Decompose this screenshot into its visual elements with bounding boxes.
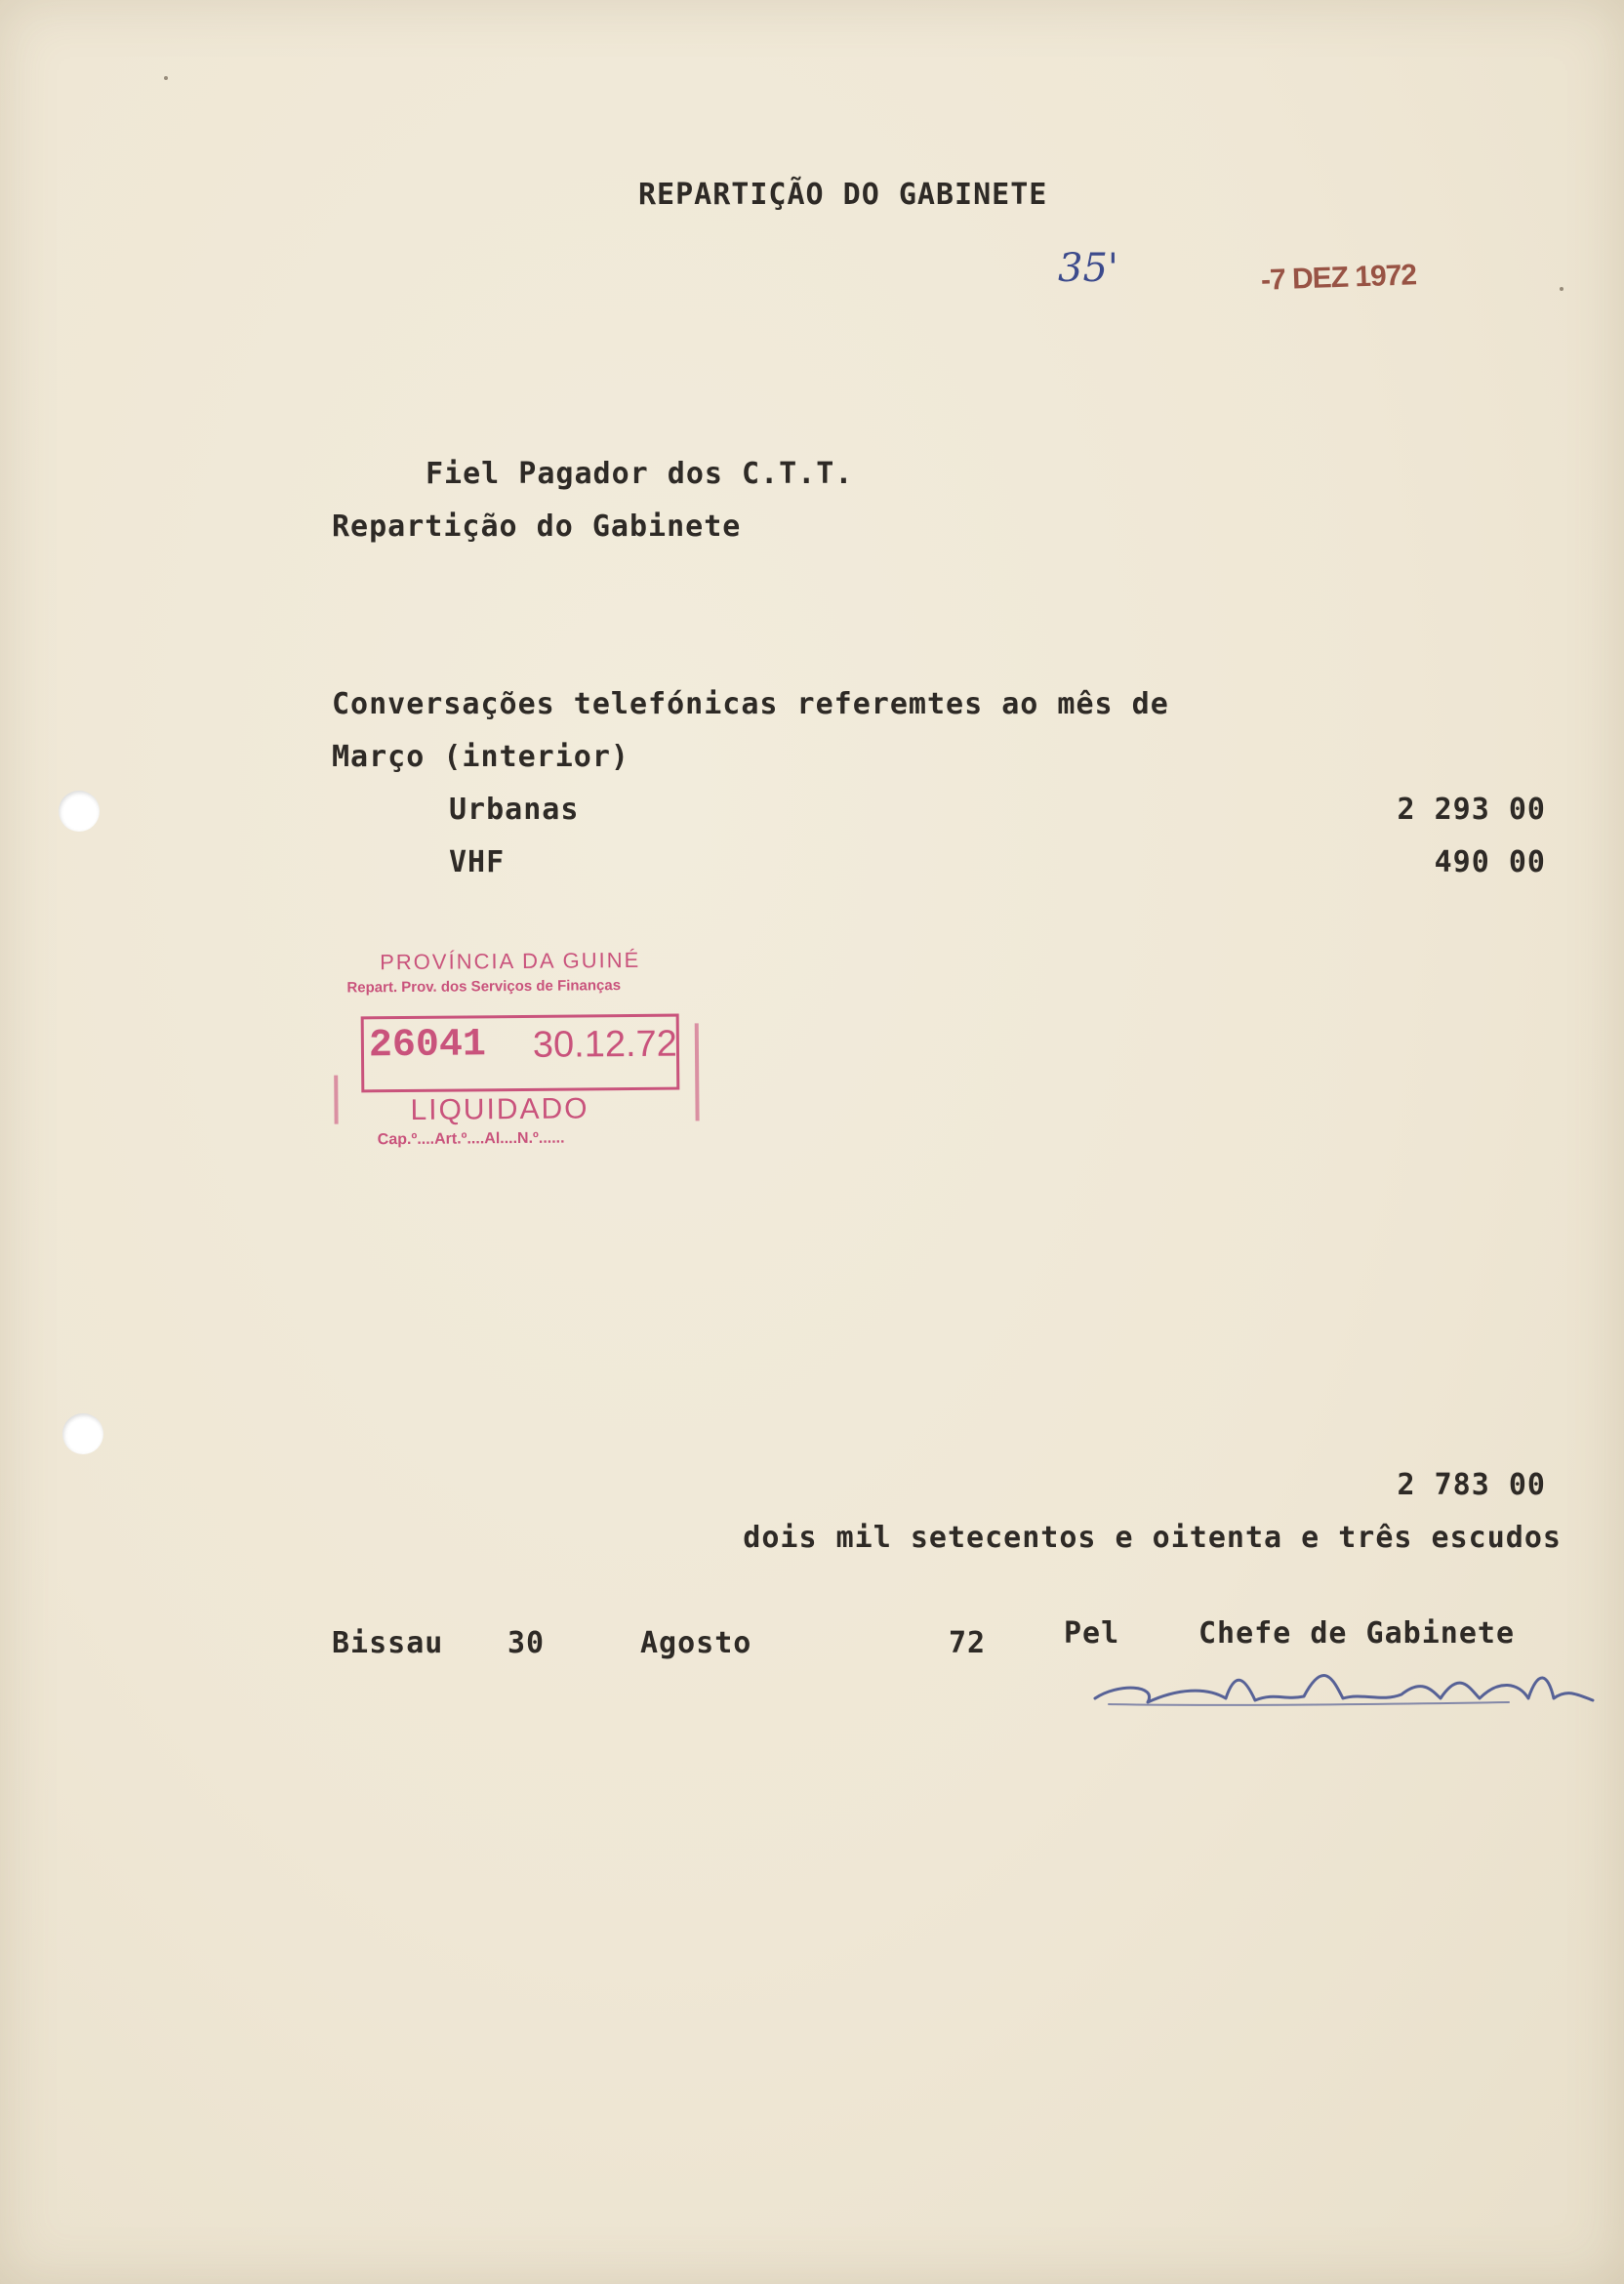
stamp-department: Repart. Prov. dos Serviços de Finanças [346, 977, 622, 997]
total-in-words: dois mil setecentos e oitenta e três escudos [743, 1521, 1562, 1555]
footer-year: 72 [949, 1626, 987, 1660]
stamp-number: 26041 [368, 1023, 487, 1069]
punch-hole-top [59, 791, 100, 832]
paper-speck [164, 76, 168, 80]
stamp-status: LIQUIDADO [410, 1092, 589, 1126]
footer-signatory-title: Chefe de Gabinete [1198, 1616, 1516, 1651]
recipient-line-1: Fiel Pagador dos C.T.T. [426, 457, 854, 491]
description-line-2: Março (interior) [332, 740, 629, 774]
stamp-date: 30.12.72 [532, 1023, 678, 1066]
item-amount-urbanas: 2 293 00 [1397, 793, 1546, 827]
stamp-province: PROVÍNCIA DA GUINÉ [380, 947, 641, 975]
item-label-urbanas: Urbanas [449, 793, 580, 827]
liquidado-stamp [327, 945, 710, 1162]
paper-speck [1560, 287, 1563, 291]
footer-day: 30 [508, 1626, 546, 1660]
recipient-line-2: Repartição do Gabinete [332, 510, 742, 544]
item-amount-vhf: 490 00 [1434, 845, 1546, 879]
stamp-left-edge [334, 1076, 338, 1124]
footer-month: Agosto [640, 1626, 752, 1660]
signature [1089, 1650, 1597, 1728]
total-amount: 2 783 00 [1397, 1468, 1546, 1502]
stamp-right-edge [695, 1023, 700, 1121]
handwritten-number: 35' [1058, 246, 1118, 291]
received-date-stamp: -7 DEZ 1972 [1260, 259, 1417, 297]
punch-hole-bottom [62, 1413, 103, 1454]
footer-prefix: Pel [1064, 1616, 1120, 1651]
footer-place: Bissau [332, 1626, 444, 1660]
item-label-vhf: VHF [449, 845, 506, 879]
stamp-fields: Cap.º....Art.º....Al....N.º...... [377, 1129, 565, 1149]
document-title: REPARTIÇÃO DO GABINETE [638, 178, 1048, 212]
description-line-1: Conversações telefónicas referemtes ao mês de [332, 687, 1169, 721]
